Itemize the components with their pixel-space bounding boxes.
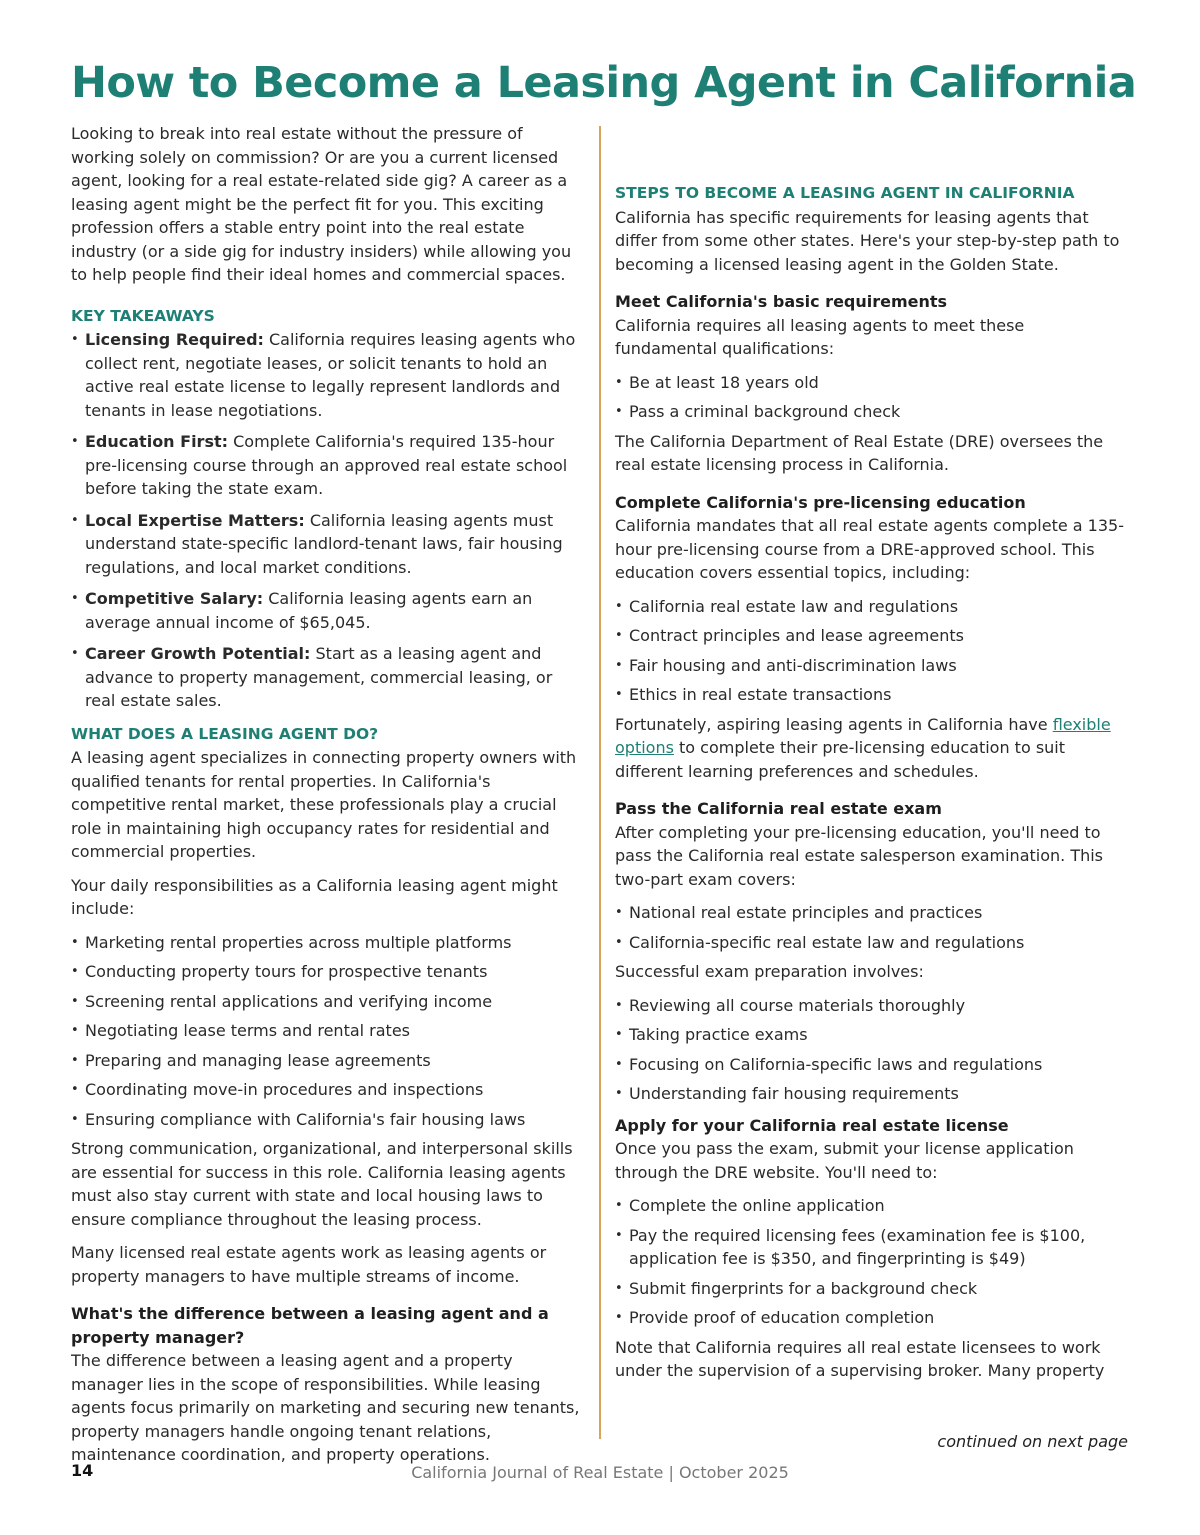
- page-title: How to Become a Leasing Agent in California: [71, 58, 1137, 108]
- list-item: • Submit fingerprints for a background check: [615, 1277, 1130, 1301]
- takeaway-label: Competitive Salary:: [85, 589, 264, 608]
- apply-paragraph: Once you pass the exam, submit your license application through the DRE website. You'll need to:: [615, 1139, 1074, 1182]
- takeaway-text: California leasing agents earn an average annual income of $65,045.: [85, 589, 533, 632]
- exam-prep-list: [615, 994, 1130, 1106]
- income-paragraph: Many licensed real estate agents work as leasing agents or property managers to have multiple streams of income.: [71, 1243, 547, 1286]
- key-takeaways-list: [71, 328, 583, 713]
- list-item: • Complete the online application: [615, 1194, 1130, 1218]
- publication-footer: California Journal of Real Estate | October 2025: [411, 1463, 789, 1482]
- steps-heading: STEPS TO BECOME A LEASING AGENT IN CALIFORNIA: [615, 184, 1075, 202]
- takeaway-label: Licensing Required:: [85, 330, 264, 349]
- difference-heading: What's the difference between a leasing agent and a property manager?: [71, 1304, 549, 1347]
- exam-heading: Pass the California real estate exam: [615, 799, 942, 818]
- education-heading: Complete California's pre-licensing education: [615, 492, 1026, 512]
- takeaway-label: Career Growth Potential:: [85, 644, 311, 663]
- list-item: • Understanding fair housing requirements: [615, 1082, 1130, 1106]
- list-item: • Reviewing all course materials thoroughly: [615, 994, 1130, 1018]
- list-item: • Contract principles and lease agreements: [615, 624, 1130, 648]
- basic-requirements-paragraph: California requires all leasing agents to meet these fundamental qualifications:: [615, 315, 1025, 358]
- list-item: • Pass a criminal background check: [615, 400, 1130, 424]
- list-item: • Screening rental applications and verifying income: [71, 990, 583, 1014]
- list-item: • Pay the required licensing fees (examination fee is $100, application fee is $350, and fingerprinting is $49): [615, 1224, 1130, 1271]
- takeaway-label: Education First:: [85, 432, 229, 451]
- list-item: • Negotiating lease terms and rental rates: [71, 1019, 583, 1043]
- list-item: • Fair housing and anti-discrimination laws: [615, 654, 1130, 678]
- key-takeaways-heading: KEY TAKEAWAYS: [71, 306, 215, 325]
- list-item: • Preparing and managing lease agreements: [71, 1049, 583, 1073]
- what-does-paragraph: A leasing agent specializes in connecting property owners with qualified tenants for rental properties. In California's competitive rental market, these professionals play a crucial role in maintaining high occupancy rates for residential and commercial properties.: [71, 748, 577, 861]
- list-item: [71, 328, 583, 422]
- list-item: • Coordinating move-in procedures and inspections: [71, 1078, 583, 1102]
- difference-paragraph: The difference between a leasing agent and a property manager lies in the scope of responsibilities. While leasing agents focus primarily on marketing and securing new tenants, property managers handle ongoing tenant relations, maintenance coordination, and property operations.: [71, 1351, 580, 1464]
- education-topics-list: [615, 595, 1130, 707]
- list-item: • Marketing rental properties across multiple platforms: [71, 931, 583, 955]
- right-column: [615, 122, 1130, 1393]
- list-item: • Conducting property tours for prospective tenants: [71, 960, 583, 984]
- takeaway-label: Local Expertise Matters:: [85, 510, 305, 530]
- intro-paragraph: Looking to break into real estate without the pressure of working solely on commission? Or are you a current licensed agent, looking for a real estate-related side gig? A career as a leasing agent might be the perfect fit for you. This exciting profession offers a stable entry point into the real estate industry (or a side gig for industry insiders) while allowing you to help people find their ideal homes and commercial spaces.: [71, 124, 572, 284]
- list-item: [71, 587, 583, 634]
- list-item: • National real estate principles and practices: [615, 901, 1130, 925]
- responsibilities-list: [71, 931, 583, 1132]
- skills-paragraph: Strong communication, organizational, and interpersonal skills are essential for success in this role. California leasing agents must also stay current with state and local housing laws to ensure compliance throughout the leasing process.: [71, 1139, 573, 1229]
- takeaway-text: Complete California's required 135-hour pre-licensing course through an approved real estate school before taking the state exam.: [85, 432, 568, 498]
- education-paragraph: California mandates that all real estate agents complete a 135-hour pre-licensing course from a DRE-approved school. This education covers essential topics, including:: [615, 516, 1124, 582]
- page-number: 14: [71, 1461, 94, 1480]
- list-item: • Provide proof of education completion: [615, 1306, 1130, 1330]
- list-item: [71, 430, 583, 501]
- takeaway-text: California leasing agents must understand state-specific landlord-tenant laws, fair housing regulations, and local market conditions.: [85, 510, 563, 577]
- apply-steps-list: [615, 1194, 1130, 1330]
- list-item: • Ensuring compliance with California's fair housing laws: [71, 1108, 583, 1132]
- list-item: • Ethics in real estate transactions: [615, 683, 1130, 707]
- left-column: [71, 122, 583, 1477]
- takeaway-text: Start as a leasing agent and advance to property management, commercial leasing, or real estate sales.: [85, 644, 553, 710]
- dre-paragraph: The California Department of Real Estate (DRE) oversees the real estate licensing process in California.: [615, 431, 1104, 474]
- exam-topics-list: [615, 901, 1130, 954]
- steps-intro: California has specific requirements for leasing agents that differ from some other states. Here's your step-by-step path to becoming a licensed leasing agent in the Golden State.: [615, 207, 1120, 274]
- list-item: • Taking practice exams: [615, 1023, 1130, 1047]
- what-does-heading: WHAT DOES A LEASING AGENT DO?: [71, 724, 379, 743]
- list-item: • Be at least 18 years old: [615, 371, 1130, 395]
- text-segment: Fortunately, aspiring leasing agents in California have: [615, 714, 1053, 734]
- flexible-options-link[interactable]: flexible options: [615, 714, 1111, 757]
- list-item: • Focusing on California-specific laws and regulations: [615, 1053, 1130, 1077]
- basic-requirements-list: [615, 371, 1130, 424]
- exam-prep-intro: Successful exam preparation involves:: [615, 962, 924, 981]
- takeaway-text: California requires leasing agents who collect rent, negotiate leases, or solicit tenants to hold an active real estate license to legally represent landlords and tenants in lease negotiations.: [85, 330, 576, 420]
- list-item: • California-specific real estate law and regulations: [615, 931, 1130, 955]
- list-item: [71, 642, 583, 713]
- basic-requirements-heading: Meet California's basic requirements: [615, 292, 948, 311]
- list-item: [71, 509, 583, 580]
- flexible-options-paragraph: [615, 713, 1130, 784]
- responsibilities-intro: Your daily responsibilities as a California leasing agent might include:: [71, 875, 558, 918]
- list-item: • California real estate law and regulations: [615, 595, 1130, 619]
- continued-note: continued on next page: [937, 1432, 1128, 1451]
- supervision-paragraph: Note that California requires all real estate licensees to work under the supervision of a supervising broker. Many property: [615, 1337, 1105, 1380]
- column-divider: [599, 126, 601, 1439]
- exam-paragraph: After completing your pre-licensing education, you'll need to pass the California real estate salesperson examination. This two-part exam covers:: [615, 822, 1104, 889]
- text-segment: to complete their pre-licensing education to suit different learning preferences and schedules.: [615, 738, 1066, 781]
- apply-heading: Apply for your California real estate license: [615, 1115, 1009, 1135]
